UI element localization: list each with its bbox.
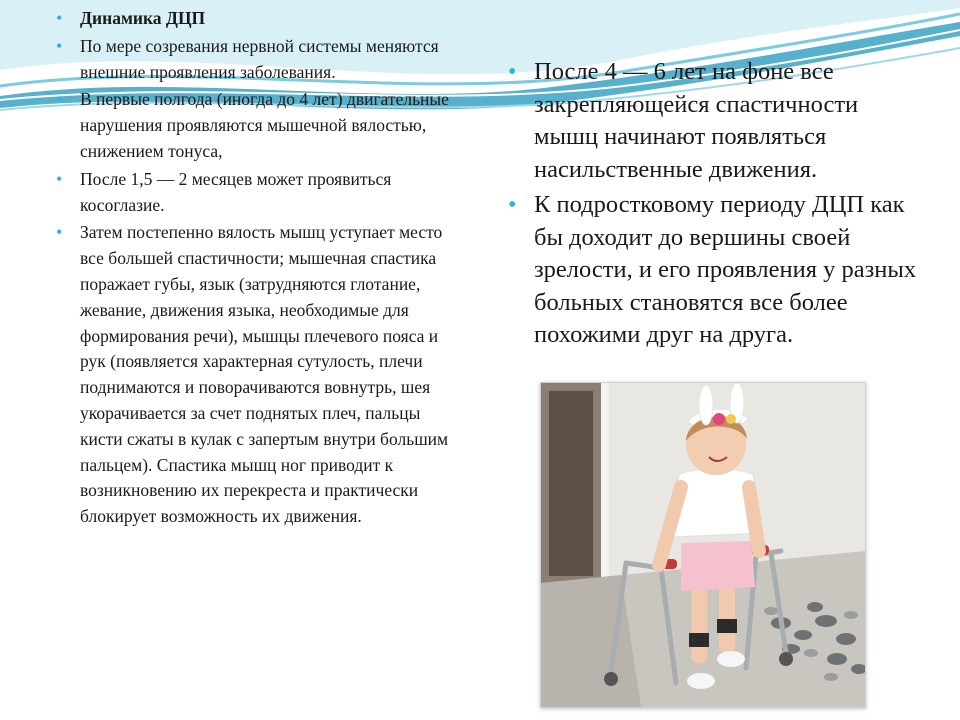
bullet-icon: • <box>56 222 63 243</box>
list-item-text: В первые полгода (иногда до 4 лет) двигательные нарушения проявляются мышечной вялостью, снижением тонуса, <box>80 89 449 161</box>
list-item <box>52 167 462 219</box>
right-bullet-list <box>506 56 926 352</box>
bullet-icon: • <box>56 35 63 56</box>
bullet-icon: • <box>56 8 63 28</box>
list-item <box>52 87 462 164</box>
photo-girl-with-walker <box>540 382 866 708</box>
photo-illustration <box>541 383 865 707</box>
bullet-icon: • <box>508 192 517 218</box>
right-text-column <box>506 56 926 355</box>
section-title: Динамика ДЦП <box>80 8 206 28</box>
list-item <box>52 34 462 86</box>
left-text-column <box>52 6 462 532</box>
list-item <box>506 56 926 186</box>
left-bullet-list <box>52 6 462 530</box>
bullet-icon: • <box>56 168 63 189</box>
list-item <box>52 6 462 32</box>
list-item-text: Затем постепенно вялость мышц уступает место все большей спастичности; мышечная спастика поражает губы, язык (затрудняются глотание, жевание, движения языка, необходимые для формирования речи), мышцы плечевого пояса и рук (появляется характерная сутулость, плечи поднимаются и поворачиваются вовнутрь, шея укорачивается за счет поднятых плеч, пальцы кисти сжаты в кулак с запертым внутри большим пальцем). Спастика мышц ног приводит к возникновению их перекреста и практически блокирует возможность их движения. <box>80 222 449 527</box>
list-item-text: После 1,5 — 2 месяцев может проявиться косоглазие. <box>80 168 392 215</box>
bullet-icon: • <box>508 59 517 85</box>
list-item-text: К подростковому периоду ДЦП как бы доходит до вершины своей зрелости, и его проявления у разных больных становятся все более похожими друг на друга. <box>534 191 917 348</box>
list-item-text: После 4 — 6 лет на фоне все закрепляющейся спастичности мышц начинают появляться насильственные движения. <box>534 58 859 183</box>
list-item <box>506 189 926 352</box>
list-item-text: По мере созревания нервной системы меняются внешние проявления заболевания. <box>80 35 439 82</box>
bullet-icon: • <box>56 89 63 110</box>
list-item <box>52 220 462 530</box>
